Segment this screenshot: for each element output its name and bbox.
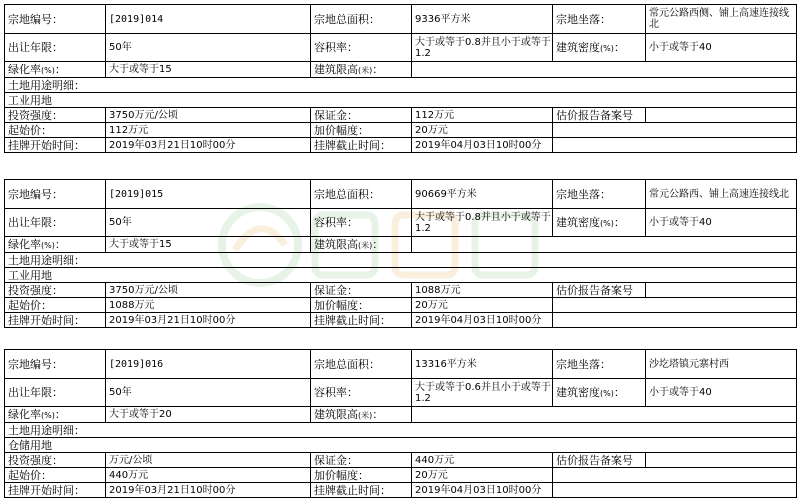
density-value: 小于或等于40 bbox=[646, 34, 797, 62]
height-label-text: 建筑限高 bbox=[314, 237, 358, 251]
total-area-label: 宗地总面积： bbox=[311, 180, 412, 209]
invest-label: 投资强度： bbox=[5, 108, 106, 123]
appraisal-label: 估价报告备案号 bbox=[553, 108, 646, 123]
invest-value: 3750万元/公顷 bbox=[106, 108, 311, 123]
parcel-table bbox=[4, 4, 797, 153]
green-colon: ： bbox=[54, 237, 66, 251]
density-colon: ： bbox=[613, 385, 625, 399]
land-use-value: 工业用地 bbox=[5, 268, 797, 283]
parcel-no-value: [2019]015 bbox=[106, 180, 311, 209]
blank-cell bbox=[553, 483, 797, 498]
plot-ratio-label: 容积率： bbox=[311, 379, 412, 407]
green-label-text: 绿化率 bbox=[8, 62, 41, 76]
density-label bbox=[553, 34, 646, 62]
blank-cell bbox=[553, 468, 797, 483]
deposit-label: 保证金： bbox=[311, 283, 412, 298]
location-label: 宗地坐落： bbox=[553, 5, 646, 34]
listing-start-label: 挂牌开始时间： bbox=[5, 138, 106, 153]
blank-cell bbox=[553, 138, 797, 153]
height-label bbox=[311, 62, 412, 78]
term-value: 50年 bbox=[106, 209, 311, 237]
density-colon: ： bbox=[613, 215, 625, 229]
deposit-value: 112万元 bbox=[412, 108, 553, 123]
blank-cell bbox=[553, 123, 797, 138]
listing-end-value: 2019年04月03日10时00分 bbox=[412, 138, 553, 153]
parcel-no-label: 宗地编号： bbox=[5, 180, 106, 209]
increment-label: 加价幅度： bbox=[311, 468, 412, 483]
green-unit: (%) bbox=[41, 240, 55, 250]
height-unit: (米) bbox=[358, 410, 373, 420]
start-price-value: 112万元 bbox=[106, 123, 311, 138]
height-colon: ： bbox=[372, 407, 384, 421]
green-label bbox=[5, 62, 106, 78]
parcel-table bbox=[4, 179, 797, 328]
height-value bbox=[412, 237, 797, 253]
green-colon: ： bbox=[54, 62, 66, 76]
increment-label: 加价幅度： bbox=[311, 123, 412, 138]
height-value bbox=[412, 407, 797, 423]
parcel-table bbox=[4, 349, 797, 498]
height-unit: (米) bbox=[358, 240, 373, 250]
green-label-text: 绿化率 bbox=[8, 237, 41, 251]
green-label bbox=[5, 237, 106, 253]
green-value: 大于或等于15 bbox=[106, 237, 311, 253]
parcel-no-value: [2019]014 bbox=[106, 5, 311, 34]
increment-value: 20万元 bbox=[412, 123, 553, 138]
density-unit: (%) bbox=[600, 43, 614, 53]
start-price-value: 440万元 bbox=[106, 468, 311, 483]
listing-end-label: 挂牌截止时间： bbox=[311, 138, 412, 153]
invest-value: 万元/公顷 bbox=[106, 453, 311, 468]
term-value: 50年 bbox=[106, 379, 311, 407]
green-label-text: 绿化率 bbox=[8, 407, 41, 421]
listing-start-value: 2019年03月21日10时00分 bbox=[106, 313, 311, 328]
height-colon: ： bbox=[372, 62, 384, 76]
total-area-label: 宗地总面积： bbox=[311, 5, 412, 34]
start-price-label: 起始价： bbox=[5, 123, 106, 138]
listing-start-label: 挂牌开始时间： bbox=[5, 313, 106, 328]
density-label bbox=[553, 209, 646, 237]
total-area-value: 9336平方米 bbox=[412, 5, 553, 34]
height-value bbox=[412, 62, 797, 78]
invest-label: 投资强度： bbox=[5, 453, 106, 468]
plot-ratio-label: 容积率： bbox=[311, 34, 412, 62]
deposit-value: 440万元 bbox=[412, 453, 553, 468]
term-value: 50年 bbox=[106, 34, 311, 62]
start-price-label: 起始价： bbox=[5, 298, 106, 313]
green-value: 大于或等于15 bbox=[106, 62, 311, 78]
start-price-value: 1088万元 bbox=[106, 298, 311, 313]
invest-value: 3750万元/公顷 bbox=[106, 283, 311, 298]
appraisal-value bbox=[646, 453, 797, 468]
start-price-label: 起始价： bbox=[5, 468, 106, 483]
deposit-value: 1088万元 bbox=[412, 283, 553, 298]
appraisal-label: 估价报告备案号 bbox=[553, 453, 646, 468]
height-label-text: 建筑限高 bbox=[314, 62, 358, 76]
land-use-label: 土地用途明细： bbox=[5, 253, 797, 268]
blank-cell bbox=[553, 298, 797, 313]
listing-start-label: 挂牌开始时间： bbox=[5, 483, 106, 498]
density-label bbox=[553, 379, 646, 407]
plot-ratio-label: 容积率： bbox=[311, 209, 412, 237]
total-area-value: 90669平方米 bbox=[412, 180, 553, 209]
plot-ratio-value: 大于或等于0.6并且小于或等于1.2 bbox=[412, 379, 553, 407]
increment-value: 20万元 bbox=[412, 298, 553, 313]
height-colon: ： bbox=[372, 237, 384, 251]
listing-end-value: 2019年04月03日10时00分 bbox=[412, 483, 553, 498]
density-label-text: 建筑密度 bbox=[556, 40, 600, 54]
green-colon: ： bbox=[54, 407, 66, 421]
increment-label: 加价幅度： bbox=[311, 298, 412, 313]
green-label bbox=[5, 407, 106, 423]
height-label-text: 建筑限高 bbox=[314, 407, 358, 421]
listing-start-value: 2019年03月21日10时00分 bbox=[106, 138, 311, 153]
appraisal-value bbox=[646, 108, 797, 123]
location-value: 常元公路西侧、铺上高速连接线北 bbox=[646, 5, 797, 34]
parcel-no-label: 宗地编号： bbox=[5, 350, 106, 379]
location-label: 宗地坐落： bbox=[553, 180, 646, 209]
invest-label: 投资强度： bbox=[5, 283, 106, 298]
deposit-label: 保证金： bbox=[311, 453, 412, 468]
land-use-label: 土地用途明细： bbox=[5, 78, 797, 93]
green-unit: (%) bbox=[41, 65, 55, 75]
density-unit: (%) bbox=[600, 388, 614, 398]
term-label: 出让年限： bbox=[5, 34, 106, 62]
deposit-label: 保证金： bbox=[311, 108, 412, 123]
location-value: 常元公路西、铺上高速连接线北 bbox=[646, 180, 797, 209]
density-label-text: 建筑密度 bbox=[556, 215, 600, 229]
green-unit: (%) bbox=[41, 410, 55, 420]
total-area-value: 13316平方米 bbox=[412, 350, 553, 379]
term-label: 出让年限： bbox=[5, 209, 106, 237]
listing-end-label: 挂牌截止时间： bbox=[311, 483, 412, 498]
height-label bbox=[311, 407, 412, 423]
land-use-label: 土地用途明细： bbox=[5, 423, 797, 438]
height-label bbox=[311, 237, 412, 253]
total-area-label: 宗地总面积： bbox=[311, 350, 412, 379]
listing-end-value: 2019年04月03日10时00分 bbox=[412, 313, 553, 328]
location-label: 宗地坐落： bbox=[553, 350, 646, 379]
green-value: 大于或等于20 bbox=[106, 407, 311, 423]
term-label: 出让年限： bbox=[5, 379, 106, 407]
location-value: 沙圪塔镇元寨村西 bbox=[646, 350, 797, 379]
density-unit: (%) bbox=[600, 218, 614, 228]
land-use-value: 工业用地 bbox=[5, 93, 797, 108]
increment-value: 20万元 bbox=[412, 468, 553, 483]
appraisal-label: 估价报告备案号 bbox=[553, 283, 646, 298]
density-colon: ： bbox=[613, 40, 625, 54]
parcel-no-label: 宗地编号： bbox=[5, 5, 106, 34]
plot-ratio-value: 大于或等于0.8并且小于或等于1.2 bbox=[412, 209, 553, 237]
height-unit: (米) bbox=[358, 65, 373, 75]
density-value: 小于或等于40 bbox=[646, 209, 797, 237]
density-label-text: 建筑密度 bbox=[556, 385, 600, 399]
land-use-value: 仓储用地 bbox=[5, 438, 797, 453]
parcel-no-value: [2019]016 bbox=[106, 350, 311, 379]
plot-ratio-value: 大于或等于0.8并且小于或等于1.2 bbox=[412, 34, 553, 62]
listing-end-label: 挂牌截止时间： bbox=[311, 313, 412, 328]
density-value: 小于或等于40 bbox=[646, 379, 797, 407]
blank-cell bbox=[553, 313, 797, 328]
appraisal-value bbox=[646, 283, 797, 298]
listing-start-value: 2019年03月21日10时00分 bbox=[106, 483, 311, 498]
